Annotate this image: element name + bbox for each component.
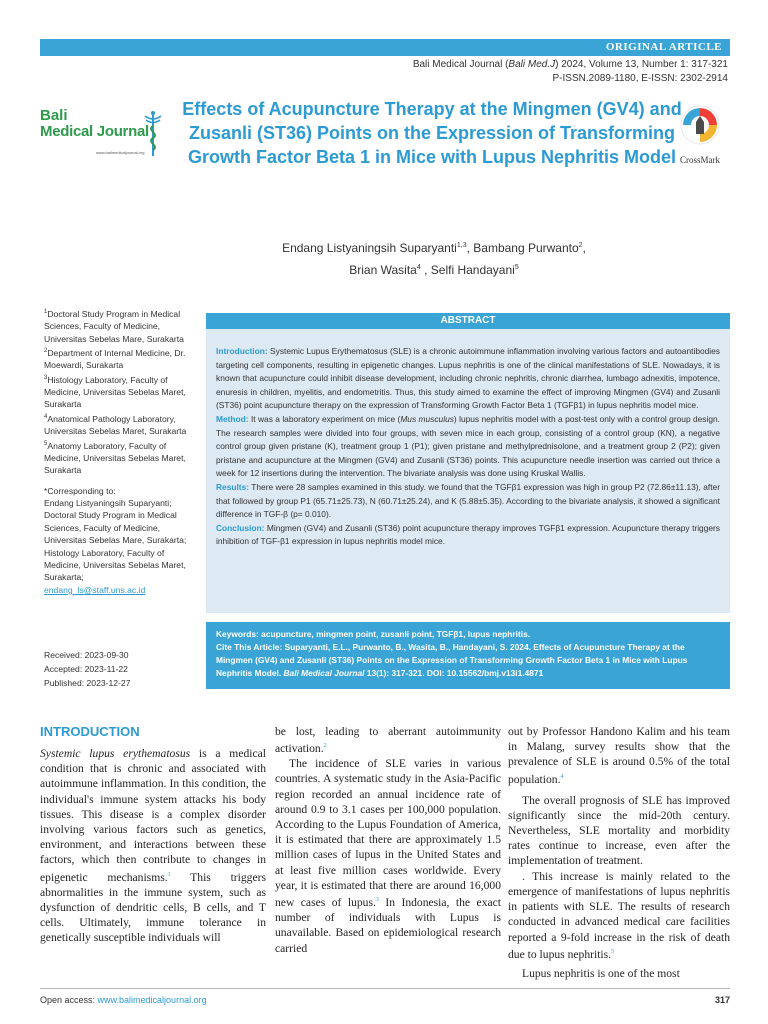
body-column-1 [40, 722, 266, 946]
open-access-note: Open access: www.balimedicaljournal.org [40, 995, 207, 1005]
logo-url: www.balimedicaljournal.org [96, 150, 145, 155]
author: Endang Listyaningsih Suparyanti$^{1,3}$, [282, 241, 474, 255]
cite-this-article: Cite This Article: Suparyanti, E.L., Purwanto, B., Wasita, B., Handayani, S. 2024. Effects of Acupuncture Therapy at the Mingmen (GV4) and Zusanli (ST36) Points on the Expression of Transforming Growth Factor Beta 1 in Mice with Lupus Nephritis Model. Bali Medical Journal 13(1): 317-321. DOI: 10.15562/bmj.v13i1.4871 [216, 642, 688, 678]
author-list [200, 236, 668, 280]
author: Selfi Handayani$^5$ [430, 263, 519, 277]
body-paragraph: Systemic lupus erythematosus is a medical condition that is chronic and associated with autoimmune inflammation. In this condition, the individual's immune system attacks his body tissues. This disease is a complex disorder involving various factors such as genetics, environment, and interactions between these factors, which then contribute to changes in epigenetic mechanisms.$^1$ This triggers abnormalities in the immune system, such as dysfunction of dendritic cells, B cells, and T cells. Ultimately, immune tolerance in genetically susceptible individuals will [40, 747, 266, 945]
journal-website-link[interactable]: www.balimedicaljournal.org [97, 995, 207, 1005]
abstract-conclusion: Conclusion: Mingmen (GV4) and Zusanli (ST36) point acupuncture therapy improves TGFβ1 expression. Acupuncture therapy triggers inhibition of TGF-β1 expression in lupus nephritis model mice. [216, 522, 720, 547]
article-dates [44, 648, 130, 690]
received-date: Received: 2023-09-30 [44, 650, 129, 660]
logo-line-1: Bali [40, 107, 68, 124]
author: Bambang Purwanto$^2$, [473, 241, 586, 255]
abstract-introduction: Introduction: Systemic Lupus Erythematosus (SLE) is a chronic autoimmune inflammation involving various factors and autoantibodies targeting cell components, resulting in epigenetic changes. Lupus nephritis is one of the clinical manifestations of SLE. Nowadays, it is known that acupuncture could inhibit disease development, including chronic nephritis, chronic diarrhea, lumbago adnexitis, impotence, enuresis in children, myelitis, and endometritis. Thus, this study aimed to examine the effect of improving Mingmen (GV4) and Zusanli (ST36) point acupuncture therapy on the expression of Transforming Growth Factor Beta 1 (TGFβ1) in lupus nephritis model mice. [216, 346, 720, 411]
crossmark-label: CrossMark [680, 155, 720, 165]
abstract-results: Results: There were 28 samples examined in this study. we found that the TGFβ1 expression was high in group P2 (72.86±11.13), after that followed by group P1 (65.71±25.73), N (60.71±25.24), and K (5.88±5.35). According to the bivariate analysis, it showed a significant difference in TGF-β (p= 0.010). [216, 481, 720, 520]
published-date: Published: 2023-12-27 [44, 678, 131, 688]
body-paragraph: out by Professor Handono Kalim and his team in Malang, survey results show that the prevalence of SLE is around 0.5% of the total population.$^4$ [508, 725, 730, 786]
issn: P-ISSN.2089-1180, E-ISSN: 2302-2914 [552, 73, 728, 84]
section-heading-introduction: INTRODUCTION [40, 724, 140, 739]
correspondence-email-link[interactable]: endang_ls@staff.uns.ac.id [44, 584, 146, 595]
affiliations [44, 306, 202, 596]
abstract-method: Method: It was a laboratory experiment on mice (Mus musculus) lupus nephritis model with a post-test only with a control group design. The research samples were divided into four groups, with seven mice in each group, consisting of a control group (KN), a negative control group given pristane (K), treatment group 1 (P1); given pristane and methylprednisolone, and a treatment group 2 (P2); given pristane and acupuncture at the Mingmen (GV4) and Zusanli (ST36) points. This acupuncture needle insertion was carried out thrice a week for 12 insertions during the intervention. The bivariate analysis was done using Kruskal Wallis. [216, 413, 720, 479]
body-paragraph: Lupus nephritis is one of the most [522, 966, 680, 980]
correspondence-text: Endang Listyaningsih Suparyanti; Doctoral Study Program in Medical Sciences, Faculty of Medicine, Universitas Sebelas Mare, Surakarta; Histology Laboratory, Faculty of Medicine, Universitas Sebelas Maret, Surakarta; [44, 497, 187, 583]
article-title: Effects of Acupuncture Therapy at the Mingmen (GV4) and Zusanli (ST36) Points on the Expression of Transforming Growth Factor Beta 1 in Mice with Lupus Nephritis Model [182, 99, 682, 167]
affiliation: $^2$Department of Internal Medicine, Dr. Moewardi, Surakarta [44, 347, 186, 371]
page-number: 317 [714, 995, 730, 1005]
journal-citation: Bali Medical Journal (Bali Med.J) 2024, Volume 13, Number 1: 317-321 P-ISSN.2089-1180, E-ISSN: 2302-2914 [412, 59, 728, 84]
accepted-date: Accepted: 2023-11-22 [44, 664, 128, 674]
keywords-box [206, 622, 730, 689]
body-column-3 [508, 724, 730, 981]
article-type-banner: ORIGINAL ARTICLE [40, 39, 730, 56]
affiliation: $^3$Histology Laboratory, Faculty of Medicine, Universitas Sebelas Maret, Surakarta [44, 374, 186, 410]
body-paragraph: The incidence of SLE varies in various countries. A systematic study in the Asia-Pacific region recorded an annual incidence rate of around 0.9 to 3.1 cases per 100,000 population. According to the Lupus Foundation of America, it is estimated that there are approximately 1.5 million cases of lupus in the United States and at least five million cases worldwide. Every year, it is estimated that there are around 16,000 new cases of lupus.$^3$ In Indonesia, the exact number of individuals with Lupus is unavailable. Based on epidemiological research carried [275, 757, 502, 955]
affiliation: $^4$Anatomical Pathology Laboratory, Universitas Sebelas Maret, Surakarta [44, 413, 187, 437]
caduceus-staff-icon [142, 110, 164, 158]
body-paragraph: . This increase is mainly related to the emergence of manifestations of lupus nephritis in patients with SLE. The results of research conducted in advanced medical care facilities reported a 9-fold increase in the risk of death due to lupus nephritis.$^5$ [508, 869, 730, 961]
abstract-heading: ABSTRACT [206, 313, 730, 329]
abstract-box [206, 313, 730, 613]
body-paragraph: be lost, leading to aberrant autoimmunity activation.$^2$ [275, 725, 501, 756]
body-column-2 [275, 724, 501, 956]
crossmark-icon [679, 104, 721, 148]
correspondence-label: *Corresponding to: [44, 485, 116, 496]
crossmark-badge[interactable] [672, 104, 728, 174]
affiliation: $^5$Anatomy Laboratory, Faculty of Medicine, Universitas Sebelas Maret, Surakarta [44, 440, 186, 476]
author: Brian Wasita$^4$ , [349, 263, 431, 277]
logo-line-2: Medical Journal [40, 123, 149, 140]
keywords: Keywords: acupuncture, mingmen point, zusanli point, TGFβ1, lupus nephritis. [216, 629, 531, 639]
page-footer [40, 988, 730, 1005]
affiliation: $^1$Doctoral Study Program in Medical Sciences, Faculty of Medicine, Universitas Sebelas Mare, Surakarta [44, 308, 184, 344]
journal-logo [40, 108, 160, 168]
body-paragraph: The overall prognosis of SLE has improved significantly since the mid-20th century. Nevertheless, SLE mortality and morbidity rates continue to increase, even after the implementation of treatment. [508, 793, 730, 868]
